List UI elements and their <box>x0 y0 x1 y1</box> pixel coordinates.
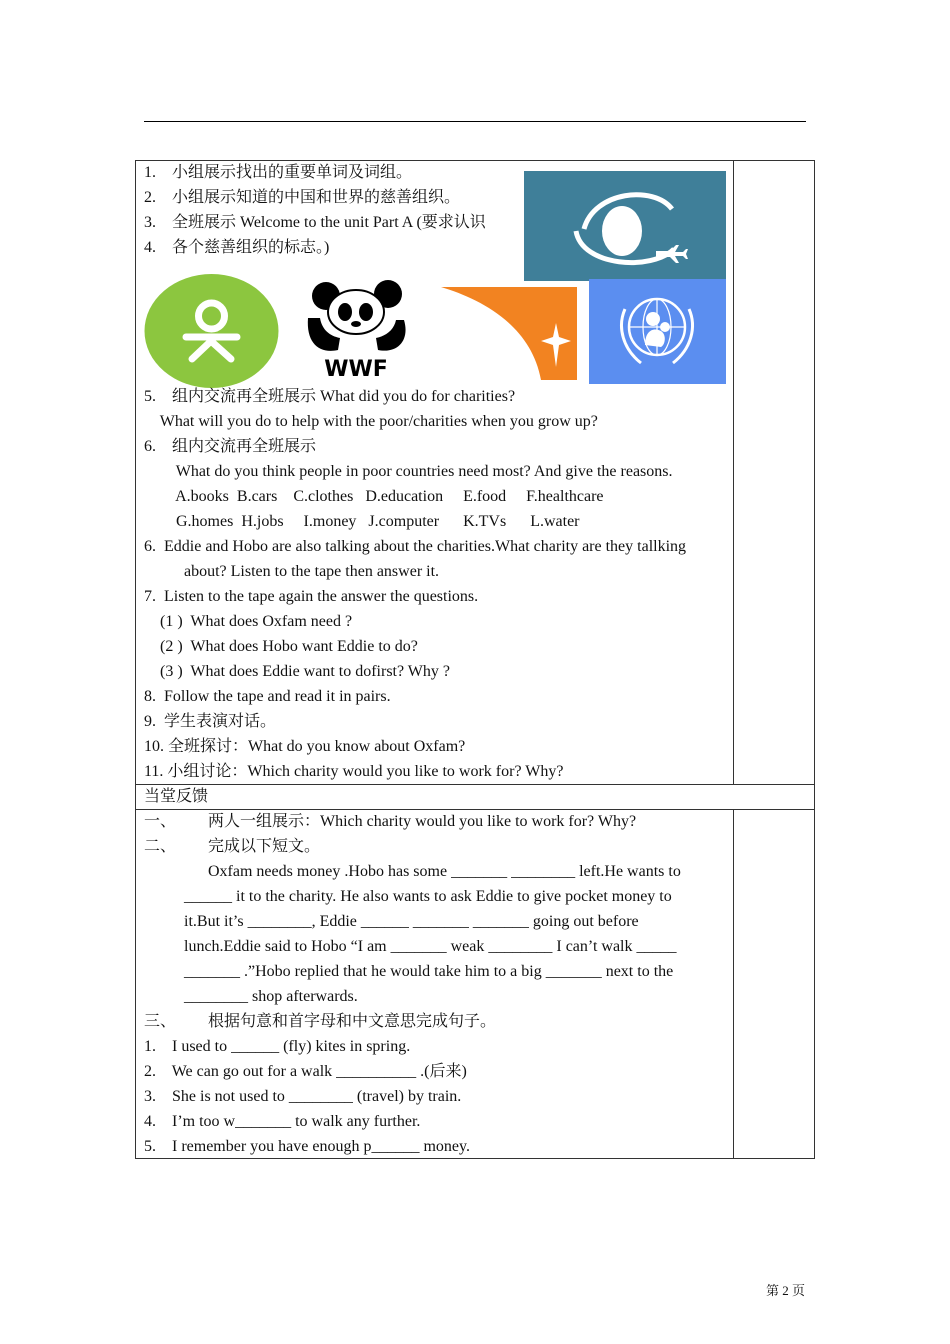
oxfam-logo <box>144 273 279 389</box>
passage-line-5: _______ .”Hobo replied that he would take him to a big _______ next to the <box>144 963 674 980</box>
header-rule <box>144 121 806 122</box>
sentence-3: 3. She is not used to ________ (travel) by train. <box>144 1088 462 1105</box>
activity-item-9: 9. 学生表演对话。 <box>144 713 277 730</box>
activity-item-6b-cont: about? Listen to the tape then answer it. <box>144 563 440 580</box>
activity-line-3: 3. 全班展示 Welcome to the unit Part A (要求认识 <box>144 214 486 231</box>
column-divider-top <box>733 160 734 784</box>
feedback-task-3: 三、 根据句意和首字母和中文意思完成句子。 <box>144 1013 497 1030</box>
sentence-2: 2. We can go out for a walk __________ .(后来) <box>144 1063 467 1080</box>
passage-line-4: lunch.Eddie said to Hobo “I am _______ weak ________ I can’t walk _____ <box>144 938 677 955</box>
activity-line-1: 1. 小组展示找出的重要单词及词组。 <box>144 164 413 181</box>
row-divider-1 <box>135 784 815 785</box>
feedback-task-2: 二、 完成以下短文。 <box>144 838 321 855</box>
column-divider-bottom <box>733 809 734 1159</box>
row-divider-2 <box>135 809 815 810</box>
passage-line-6: ________ shop afterwards. <box>144 988 358 1005</box>
question-1: (1 ) What does Oxfam need ? <box>144 613 353 630</box>
page-number: 第 2 页 <box>766 1283 806 1298</box>
activity-item-6: 6. 组内交流再全班展示 <box>144 438 317 455</box>
wwf-panda-logo <box>300 278 412 380</box>
sentence-1: 1. I used to ______ (fly) kites in spring. <box>144 1038 411 1055</box>
activity-item-5-sub: What will you do to help with the poor/charities when you grow up? <box>144 413 598 430</box>
activity-line-4: 4. 各个慈善组织的标志。) <box>144 239 330 256</box>
options-row-2: G.homes H.jobs I.money J.computer K.TVs L.water <box>144 513 580 530</box>
orange-star-logo <box>441 285 577 380</box>
activity-item-7: 7. Listen to the tape again the answer the questions. <box>144 588 479 605</box>
activity-item-10: 10. 全班探讨：What do you know about Oxfam? <box>144 738 466 755</box>
activity-item-5: 5. 组内交流再全班展示 What did you do for charities? <box>144 388 516 405</box>
question-2: (2 ) What does Hobo want Eddie to do? <box>144 638 418 655</box>
activity-line-2: 2. 小组展示知道的中国和世界的慈善组织。 <box>144 189 461 206</box>
wwf-wordmark: WWF <box>324 357 388 380</box>
options-row-1: A.books B.cars C.clothes D.education E.food F.healthcare <box>144 488 604 505</box>
feedback-task-1: 一、 两人一组展示：Which charity would you like to work for? Why? <box>144 813 637 830</box>
passage-line-1: Oxfam needs money .Hobo has some _______ ________ left.He wants to <box>144 863 681 880</box>
passage-line-3: it.But it’s ________, Eddie ______ _______ _______ going out before <box>144 913 639 930</box>
question-3: (3 ) What does Eddie want to dofirst? Why ? <box>144 663 450 680</box>
sentence-4: 4. I’m too w_______ to walk any further. <box>144 1113 421 1130</box>
sentence-5: 5. I remember you have enough p______ money. <box>144 1138 470 1155</box>
feedback-heading: 当堂反馈 <box>144 788 209 805</box>
activity-item-6b: 6. Eddie and Hobo are also talking about the charities.What charity are they tallking <box>144 538 687 555</box>
activity-item-6-question: What do you think people in poor countries need most? And give the reasons. <box>144 463 673 480</box>
passage-line-2: ______ it to the charity. He also wants to ask Eddie to give pocket money to <box>144 888 672 905</box>
activity-item-11: 11. 小组讨论：Which charity would you like to work for? Why? <box>144 763 564 780</box>
eye-plane-logo <box>524 171 726 281</box>
unicef-logo <box>589 279 726 384</box>
activity-item-8: 8. Follow the tape and read it in pairs. <box>144 688 391 705</box>
